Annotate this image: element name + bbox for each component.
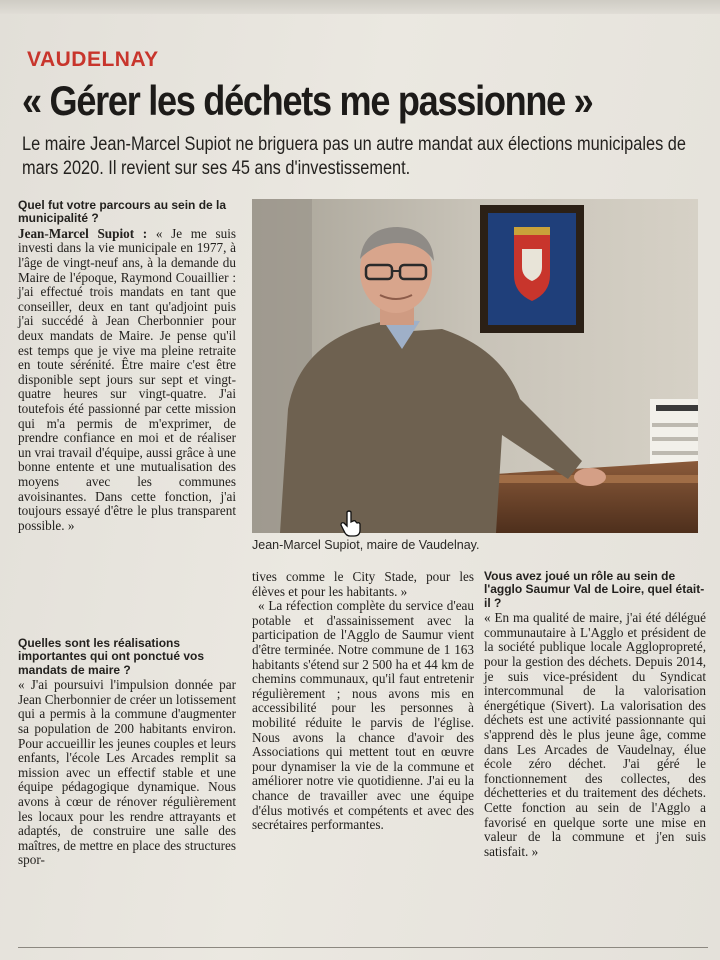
question-2: Quelles sont les réalisations importantes qui ont ponctué vos mandats de maire ? — [18, 636, 205, 677]
interview-block-3 — [484, 570, 706, 859]
answer-2-part-3: « La réfection complète du service d'eau potable et d'assainissement avec la participation de l'Agglo de Saumur vient d'être terminée. Notre commune de 1 163 habitants s'étend sur 2 500 ha et 44 km de chemins communaux, qu'il faut entretenir régulièrement ; nous avons mis en accessibilité pour les personnes à mobilité réduite le parvis de l'église. Nous avons la chance d'avoir des Associations qui mettent tout en œuvre pour dynamiser la vie de la commune et améliorer notre vie quotidienne. J'ai eu la chance de travailler avec une équipe d'élus motivés et compétents et avec des secrétaires performantes. — [252, 598, 474, 833]
answer-3: « En ma qualité de maire, j'ai été délégué communautaire à L'Agglo et président de la société publique locale Agglopropreté, pour la gestion des déchets. Depuis 2014, je suis vice-président du Syndicat intercommunal de la valorisation énergétique (Sivert). La valorisation des déchets est une activité passionnante qui s'apprend dès le plus jeune âge, comme dans Les Arcades de Vaudelnay, élue école zéro déchet. J'ai géré le fonctionnement des collectes, des déchetteries et du traitement des déchets. Cette fonction au sein de l'Agglo a favorisé en quelque sorte une mise en valeur de la commune et j'en suis satisfait. » — [484, 610, 706, 859]
answer-2-part-1: « J'ai poursuivi l'impulsion donnée par Jean Cherbonnier de créer un lotissement qui a permis à la commune d'augmenter sa population de 200 habitants environ. Pour accueillir les jeunes couples et leurs enfants, l'école Les Arcades remplit sa mission avec un effectif stable et une équipe pédagogique dynamique. Nous avons à cœur de rénover régulièrement les locaux pour les rendre attrayants et adaptés, de construire une salle des maîtres, de mettre en place des structures spor- — [18, 677, 236, 868]
hand-pointer-icon — [340, 510, 362, 538]
speaker-label: Jean-Marcel Supiot : — [18, 225, 148, 241]
page-top-edge — [0, 0, 720, 14]
question-1: Quel fut votre parcours au sein de la municipalité ? — [18, 198, 227, 226]
interview-block-2 — [18, 637, 236, 868]
article-standfirst: Le maire Jean-Marcel Supiot ne briguera pas un autre mandat aux élections municipales de mars 2020. Il revient sur ses 45 ans d'investissement. — [22, 134, 686, 179]
answer-1-text: « Je me suis investi dans la vie municipale en 1977, à l'âge de vingt-neuf ans, à la demande du Maire de l'époque, Raymond Couaillier : j'ai effectué trois mandats en tant que conseiller, deux en tant qu'adjoint puis j'ai succédé à Jean Cherbonnier pour deux mandats de Maire. Je pense qu'il est temps que je vive ma pleine retraite en toute sérénité. Être maire c'est être disponible sept jours sur sept et vingt-quatre heures sur vingt-quatre. J'ai toutefois été passionné par cette mission qui m'a permis de m'exprimer, de prendre confiance en moi et de réaliser un vrai travail d'équipe, aussi grâce à une bonne entente et une mutualisation des moyens avec les communes avoisinantes. Dans cette fonction, j'ai toujours essayé d'être le plus transparent possible. » — [18, 225, 236, 533]
answer-2-continued — [252, 570, 474, 833]
article-kicker: VAUDELNAY — [27, 48, 159, 71]
photo-caption: Jean-Marcel Supiot, maire de Vaudelnay. — [252, 538, 480, 552]
article-headline: « Gérer les déchets me passionne » — [22, 77, 593, 124]
interview-block-1 — [18, 199, 236, 533]
bottom-rule — [18, 947, 708, 948]
answer-2-part-2: tives comme le City Stade, pour les élèves et pour les habitants. » — [252, 569, 474, 599]
mayor-photo-illustration — [252, 199, 698, 533]
question-3: Vous avez joué un rôle au sein de l'agglo Saumur Val de Loire, quel était-il ? — [484, 569, 705, 610]
answer-1 — [18, 227, 236, 533]
mayor-photo — [252, 199, 698, 533]
